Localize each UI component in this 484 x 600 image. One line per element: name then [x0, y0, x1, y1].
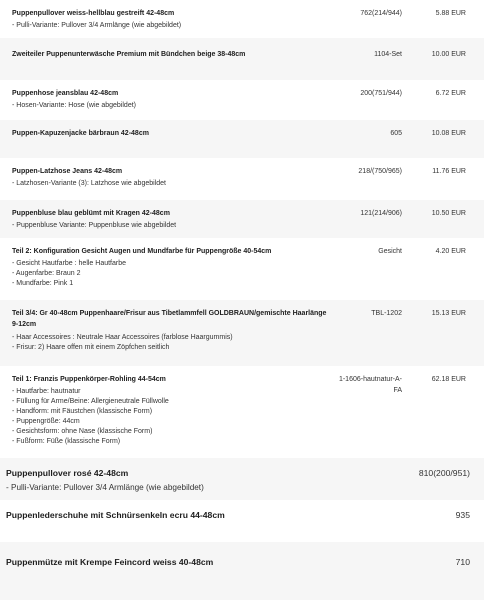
item-name: Puppenmütze mit Krempe Feincord weiss 40-48cm	[6, 557, 214, 567]
item-sku: 1104-Set	[374, 51, 402, 58]
item-name: Puppenbluse blau geblümt mit Kragen 42-48cm	[12, 210, 170, 217]
item-sku: TBL-1202	[371, 310, 402, 317]
item-option: - Hautfarbe: hautnatur	[12, 388, 81, 395]
item-name: Puppenpullover weiss-hellblau gestreift 42-48cm	[12, 10, 175, 17]
order-item	[0, 200, 484, 238]
item-option: - Puppengröße: 44cm	[12, 418, 80, 425]
item-option: - Gesichtsform: ohne Nase (klassische Form)	[12, 428, 153, 435]
item-name: Puppenhose jeansblau 42-48cm	[12, 90, 119, 97]
item-price: 4.20 EUR	[435, 248, 466, 255]
item-options	[12, 259, 342, 289]
item-sku: 762(214/944)	[360, 10, 402, 17]
item-option: - Frisur: 2) Haare offen mit einem Zöpfchen seitlich	[12, 344, 170, 351]
item-name: Puppen-Latzhose Jeans 42-48cm	[12, 168, 123, 175]
item-name: Teil 3/4: Gr 40-48cm Puppenhaare/Frisur aus Tibetlammfell GOLDBRAUN/gemischte Haarlänge 9-12cm	[12, 310, 327, 328]
item-price: 10.00 EUR	[431, 51, 466, 58]
item-name: Teil 1: Franzis Puppenkörper-Rohling 44-54cm	[12, 376, 166, 383]
item-name: Zweiteiler Puppenunterwäsche Premium mit Bündchen beige 38-48cm	[12, 51, 246, 58]
item-options	[12, 387, 342, 447]
item-sku: 1-1606-hautnatur-A-FA	[338, 376, 402, 394]
item-options	[12, 21, 342, 31]
order-item	[0, 300, 484, 366]
order-item	[0, 38, 484, 80]
item-price: 15.13 EUR	[431, 310, 466, 317]
item-option: - Fußform: Füße (klassische Form)	[12, 438, 121, 445]
item-options	[12, 333, 342, 353]
item-option: - Augenfarbe: Braun 2	[12, 270, 81, 277]
item-options	[12, 221, 342, 231]
item-sku: 710	[455, 557, 470, 567]
order-item	[0, 120, 484, 158]
item-option: - Gesicht Hautfarbe : helle Hautfarbe	[12, 260, 127, 267]
item-sku: 218/(750/965)	[358, 168, 402, 175]
item-name: Puppenlederschuhe mit Schnürsenkeln ecru 44-48cm	[6, 510, 225, 520]
item-sku: 121(214/906)	[360, 210, 402, 217]
item-sku: 935	[455, 510, 470, 520]
item-option: - Puppenbluse Variante: Puppenbluse wie abgebildet	[12, 222, 177, 229]
item-options	[12, 101, 342, 111]
item-price: 10.50 EUR	[431, 210, 466, 217]
item-price: 62.18 EUR	[431, 376, 466, 383]
order-item	[0, 238, 484, 300]
order-item	[0, 366, 484, 458]
item-option: - Handform: mit Fäustchen (klassische Form)	[12, 408, 153, 415]
summary-item	[0, 500, 484, 542]
item-option: - Pulli-Variante: Pullover 3/4 Armlänge (wie abgebildet)	[6, 483, 204, 492]
item-name: Puppenpullover rosé 42-48cm	[6, 468, 129, 478]
summary-item	[0, 458, 484, 500]
item-price: 6.72 EUR	[435, 90, 466, 97]
item-option: - Latzhosen-Variante (3): Latzhose wie abgebildet	[12, 180, 166, 187]
item-name: Teil 2: Konfiguration Gesicht Augen und Mundfarbe für Puppengröße 40-54cm	[12, 248, 272, 255]
order-item	[0, 80, 484, 120]
item-sku: Gesicht	[378, 248, 402, 255]
item-option: - Füllung für Arme/Beine: Allergieneutrale Füllwolle	[12, 398, 169, 405]
order-item	[0, 158, 484, 200]
item-sku: 200(751/944)	[360, 90, 402, 97]
item-option: - Hosen-Variante: Hose (wie abgebildet)	[12, 102, 136, 109]
item-option: - Haar Accessoires : Neutrale Haar Accessoires (farblose Haargummis)	[12, 334, 233, 341]
item-price: 10.08 EUR	[431, 130, 466, 137]
item-price: 5.88 EUR	[435, 10, 466, 17]
order-item	[0, 0, 484, 38]
item-price: 11.76 EUR	[432, 168, 466, 175]
item-option: - Pulli-Variante: Pullover 3/4 Armlänge (wie abgebildet)	[12, 22, 182, 29]
item-options	[12, 179, 342, 189]
item-sku: 605	[390, 130, 402, 137]
item-name: Puppen-Kapuzenjacke bärbraun 42-48cm	[12, 130, 149, 137]
item-option: - Mundfarbe: Pink 1	[12, 280, 74, 287]
summary-item	[0, 542, 484, 600]
item-sku: 810(200/951)	[418, 468, 470, 478]
